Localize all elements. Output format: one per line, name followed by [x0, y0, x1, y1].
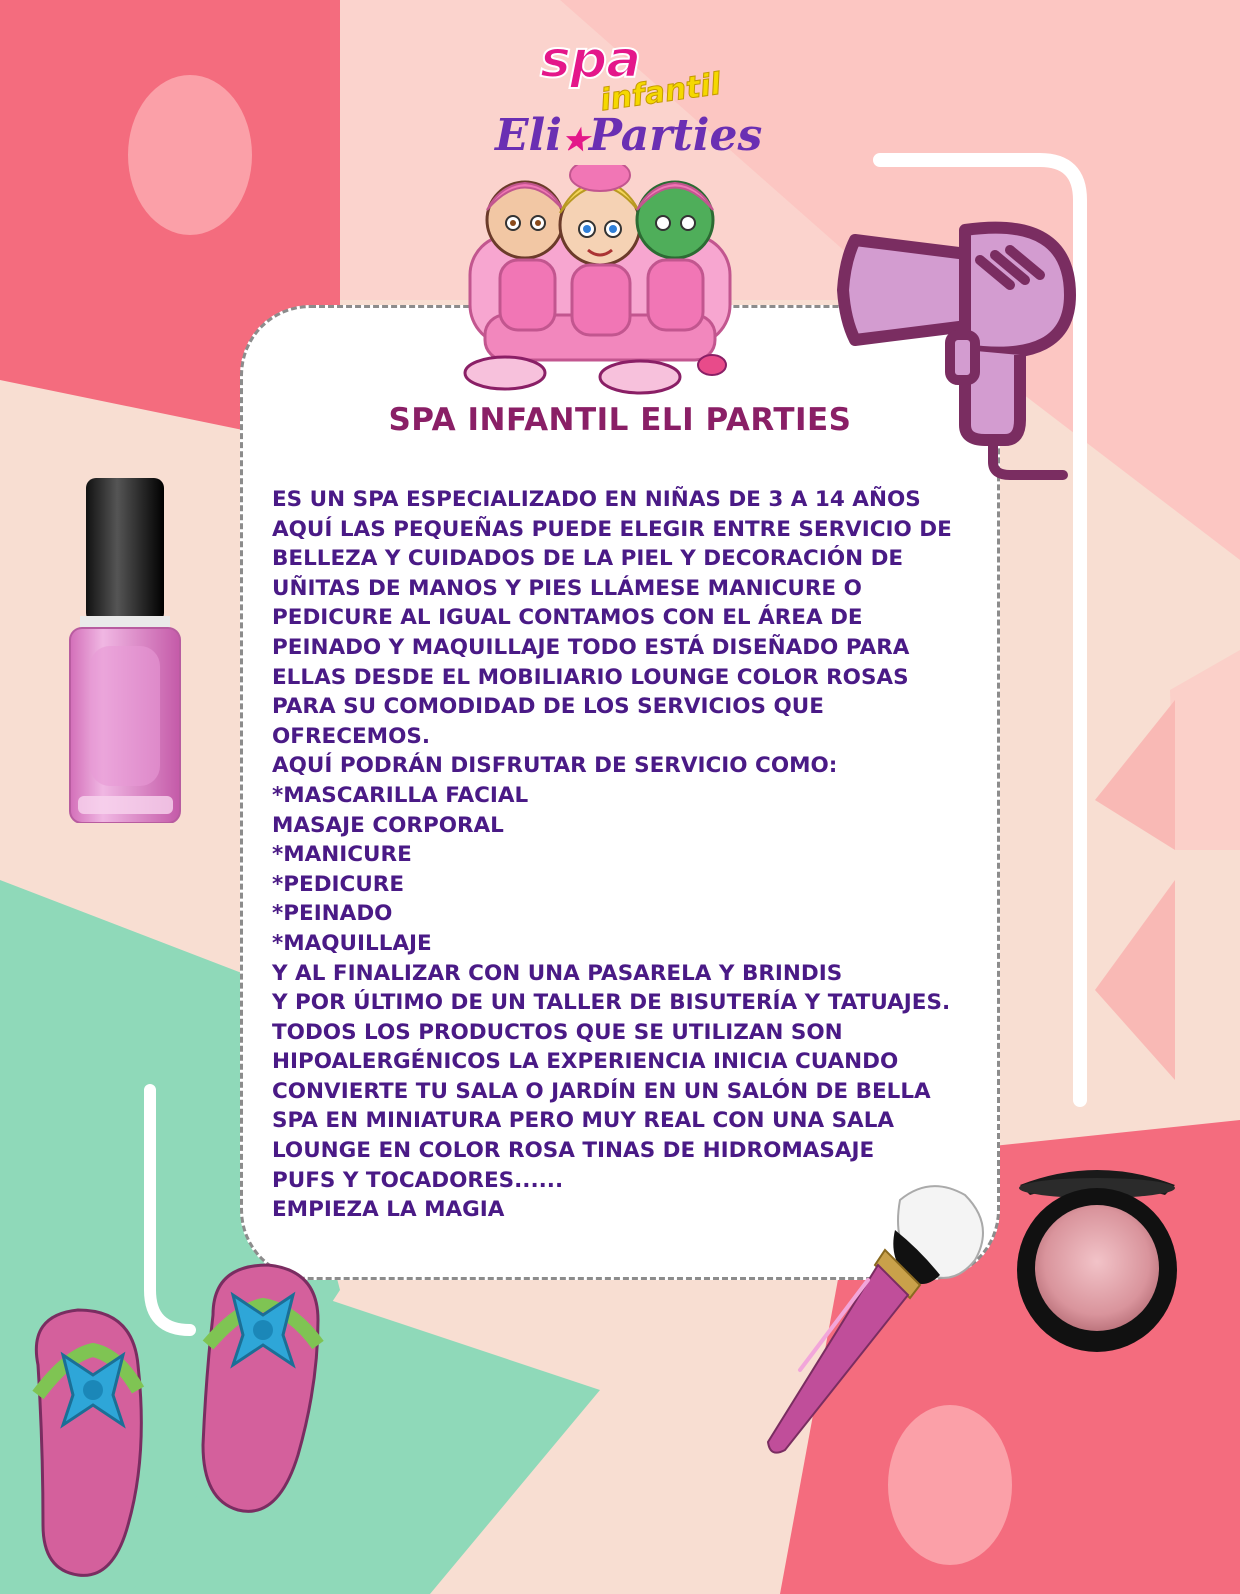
- flip-flops-icon: [18, 1255, 363, 1585]
- text-line: TODOS LOS PRODUCTOS QUE SE UTILIZAN SON: [272, 1019, 843, 1045]
- service-item: *MAQUILLAJE: [272, 930, 432, 956]
- blush-compact-icon: [1015, 1160, 1180, 1360]
- text-line: UÑITAS DE MANOS Y PIES LLÁMESE MANICURE O: [272, 575, 862, 601]
- star-icon: ★: [561, 123, 589, 158]
- kids-spa-illustration: [450, 165, 750, 395]
- text-line: PEINADO Y MAQUILLAJE TODO ESTÁ DISEÑADO PARA: [272, 634, 910, 660]
- text-line: PEDICURE AL IGUAL CONTAMOS CON EL ÁREA DE: [272, 605, 863, 631]
- service-item: *MASCARILLA FACIAL: [272, 782, 529, 808]
- text-line: LOUNGE EN COLOR ROSA TINAS DE HIDROMASAJE: [272, 1138, 875, 1164]
- description-text: [272, 485, 992, 1225]
- text-line: Y AL FINALIZAR CON UNA PASARELA Y BRINDIS: [272, 960, 843, 986]
- logo-eli: Eli: [495, 110, 562, 161]
- text-line: PUFS Y TOCADORES......: [272, 1167, 564, 1193]
- text-line: ES UN SPA ESPECIALIZADO EN NIÑAS DE 3 A 14 AÑOS: [272, 487, 921, 512]
- logo-infantil-text: infantil: [598, 66, 724, 119]
- text-line: OFRECEMOS.: [272, 723, 430, 749]
- service-item: MASAJE CORPORAL: [272, 812, 504, 838]
- logo-eli-parties-text: [495, 110, 762, 161]
- text-line: CONVIERTE TU SALA O JARDÍN EN UN SALÓN DE BELLA: [272, 1078, 931, 1104]
- service-item: *PEDICURE: [272, 871, 405, 897]
- text-line: Y POR ÚLTIMO DE UN TALLER DE BISUTERÍA Y TATUAJES.: [272, 990, 951, 1016]
- makeup-brush-icon: [760, 1180, 990, 1460]
- nail-polish-icon: [68, 478, 183, 823]
- text-line: BELLEZA Y CUIDADOS DE LA PIEL Y DECORACIÓN DE: [272, 546, 904, 572]
- text-line: AQUÍ PODRÁN DISFRUTAR DE SERVICIO COMO:: [272, 753, 838, 779]
- text-line: PARA SU COMODIDAD DE LOS SERVICIOS QUE: [272, 694, 824, 720]
- text-line: SPA EN MINIATURA PERO MUY REAL CON UNA SALA: [272, 1108, 895, 1134]
- text-line: HIPOALERGÉNICOS LA EXPERIENCIA INICIA CUANDO: [272, 1049, 899, 1075]
- text-line: EMPIEZA LA MAGIA: [272, 1197, 505, 1223]
- text-line: AQUÍ LAS PEQUEÑAS PUEDE ELEGIR ENTRE SERVICIO DE: [272, 516, 952, 542]
- page-title: SPA INFANTIL ELI PARTIES: [388, 402, 852, 438]
- text-line: ELLAS DESDE EL MOBILIARIO LOUNGE COLOR ROSAS: [272, 664, 909, 690]
- service-item: *PEINADO: [272, 901, 393, 927]
- hair-dryer-icon: [815, 200, 1085, 485]
- logo-spa-text: spa: [540, 30, 641, 90]
- logo: [450, 30, 763, 395]
- logo-parties: Parties: [588, 110, 763, 161]
- service-item: *MANICURE: [272, 842, 412, 868]
